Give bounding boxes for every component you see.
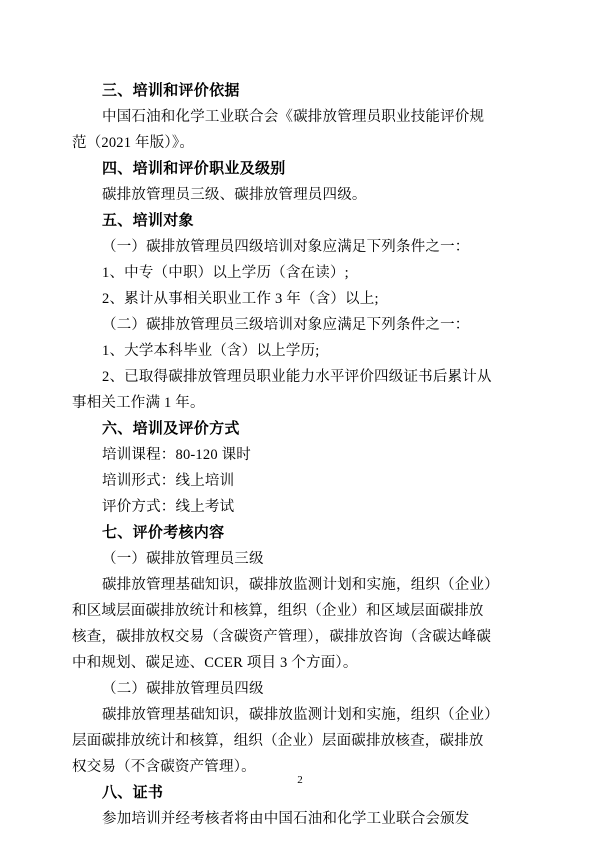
paragraph-continued: 核查，碳排放权交易（含碳资产管理），碳排放咨询（含碳达峰碳 — [72, 629, 492, 645]
paragraph-continued: 权交易（不含碳资产管理）。 — [72, 759, 256, 775]
paragraph-continued: 层面碳排放统计和核算，组织（企业）层面碳排放核查，碳排放 — [72, 733, 484, 749]
document-body — [72, 78, 528, 832]
paragraph: 碳排放管理员三级、碳排放管理员四级。 — [102, 187, 367, 203]
section-heading: 八、证书 — [102, 784, 164, 801]
paragraph: 2、已取得碳排放管理员职业能力水平评价四级证书后累计从 — [102, 369, 492, 385]
paragraph-continued: 事相关工作满 1 年。 — [72, 395, 205, 411]
paragraph-continued: 中和规划、碳足迹、CCER 项目 3 个方面）。 — [72, 655, 358, 671]
paragraph: 中国石油和化学工业联合会《碳排放管理员职业技能评价规 — [102, 109, 485, 125]
section-heading: 三、培训和评价依据 — [102, 82, 240, 99]
section-heading: 七、评价考核内容 — [102, 524, 225, 541]
paragraph: 1、中专（中职）以上学历（含在读）; — [102, 265, 349, 281]
paragraph: 培训课程：80-120 课时 — [102, 447, 252, 463]
paragraph: （二）碳排放管理员三级培训对象应满足下列条件之一： — [102, 317, 470, 333]
section-heading: 四、培训和评价职业及级别 — [102, 160, 286, 177]
paragraph: 碳排放管理基础知识，碳排放监测计划和实施，组织（企业） — [102, 577, 499, 593]
paragraph: 2、累计从事相关职业工作 3 年（含）以上; — [102, 291, 379, 307]
paragraph-continued: 范（2021 年版）》。 — [72, 135, 195, 151]
paragraph: 评价方式：线上考试 — [102, 499, 235, 515]
paragraph: （二）碳排放管理员四级 — [102, 681, 264, 697]
paragraph: 碳排放管理基础知识，碳排放监测计划和实施，组织（企业） — [102, 707, 499, 723]
paragraph: 参加培训并经考核者将由中国石油和化学工业联合会颁发 — [102, 811, 470, 827]
section-heading: 六、培训及评价方式 — [102, 420, 240, 437]
paragraph: （一）碳排放管理员三级 — [102, 551, 264, 567]
paragraph-continued: 和区域层面碳排放统计和核算，组织（企业）和区域层面碳排放 — [72, 603, 484, 619]
paragraph: （一）碳排放管理员四级培训对象应满足下列条件之一： — [102, 239, 470, 255]
paragraph: 1、大学本科毕业（含）以上学历; — [102, 343, 320, 359]
page-number: 2 — [297, 774, 303, 786]
section-heading: 五、培训对象 — [102, 212, 194, 229]
paragraph: 培训形式：线上培训 — [102, 473, 235, 489]
